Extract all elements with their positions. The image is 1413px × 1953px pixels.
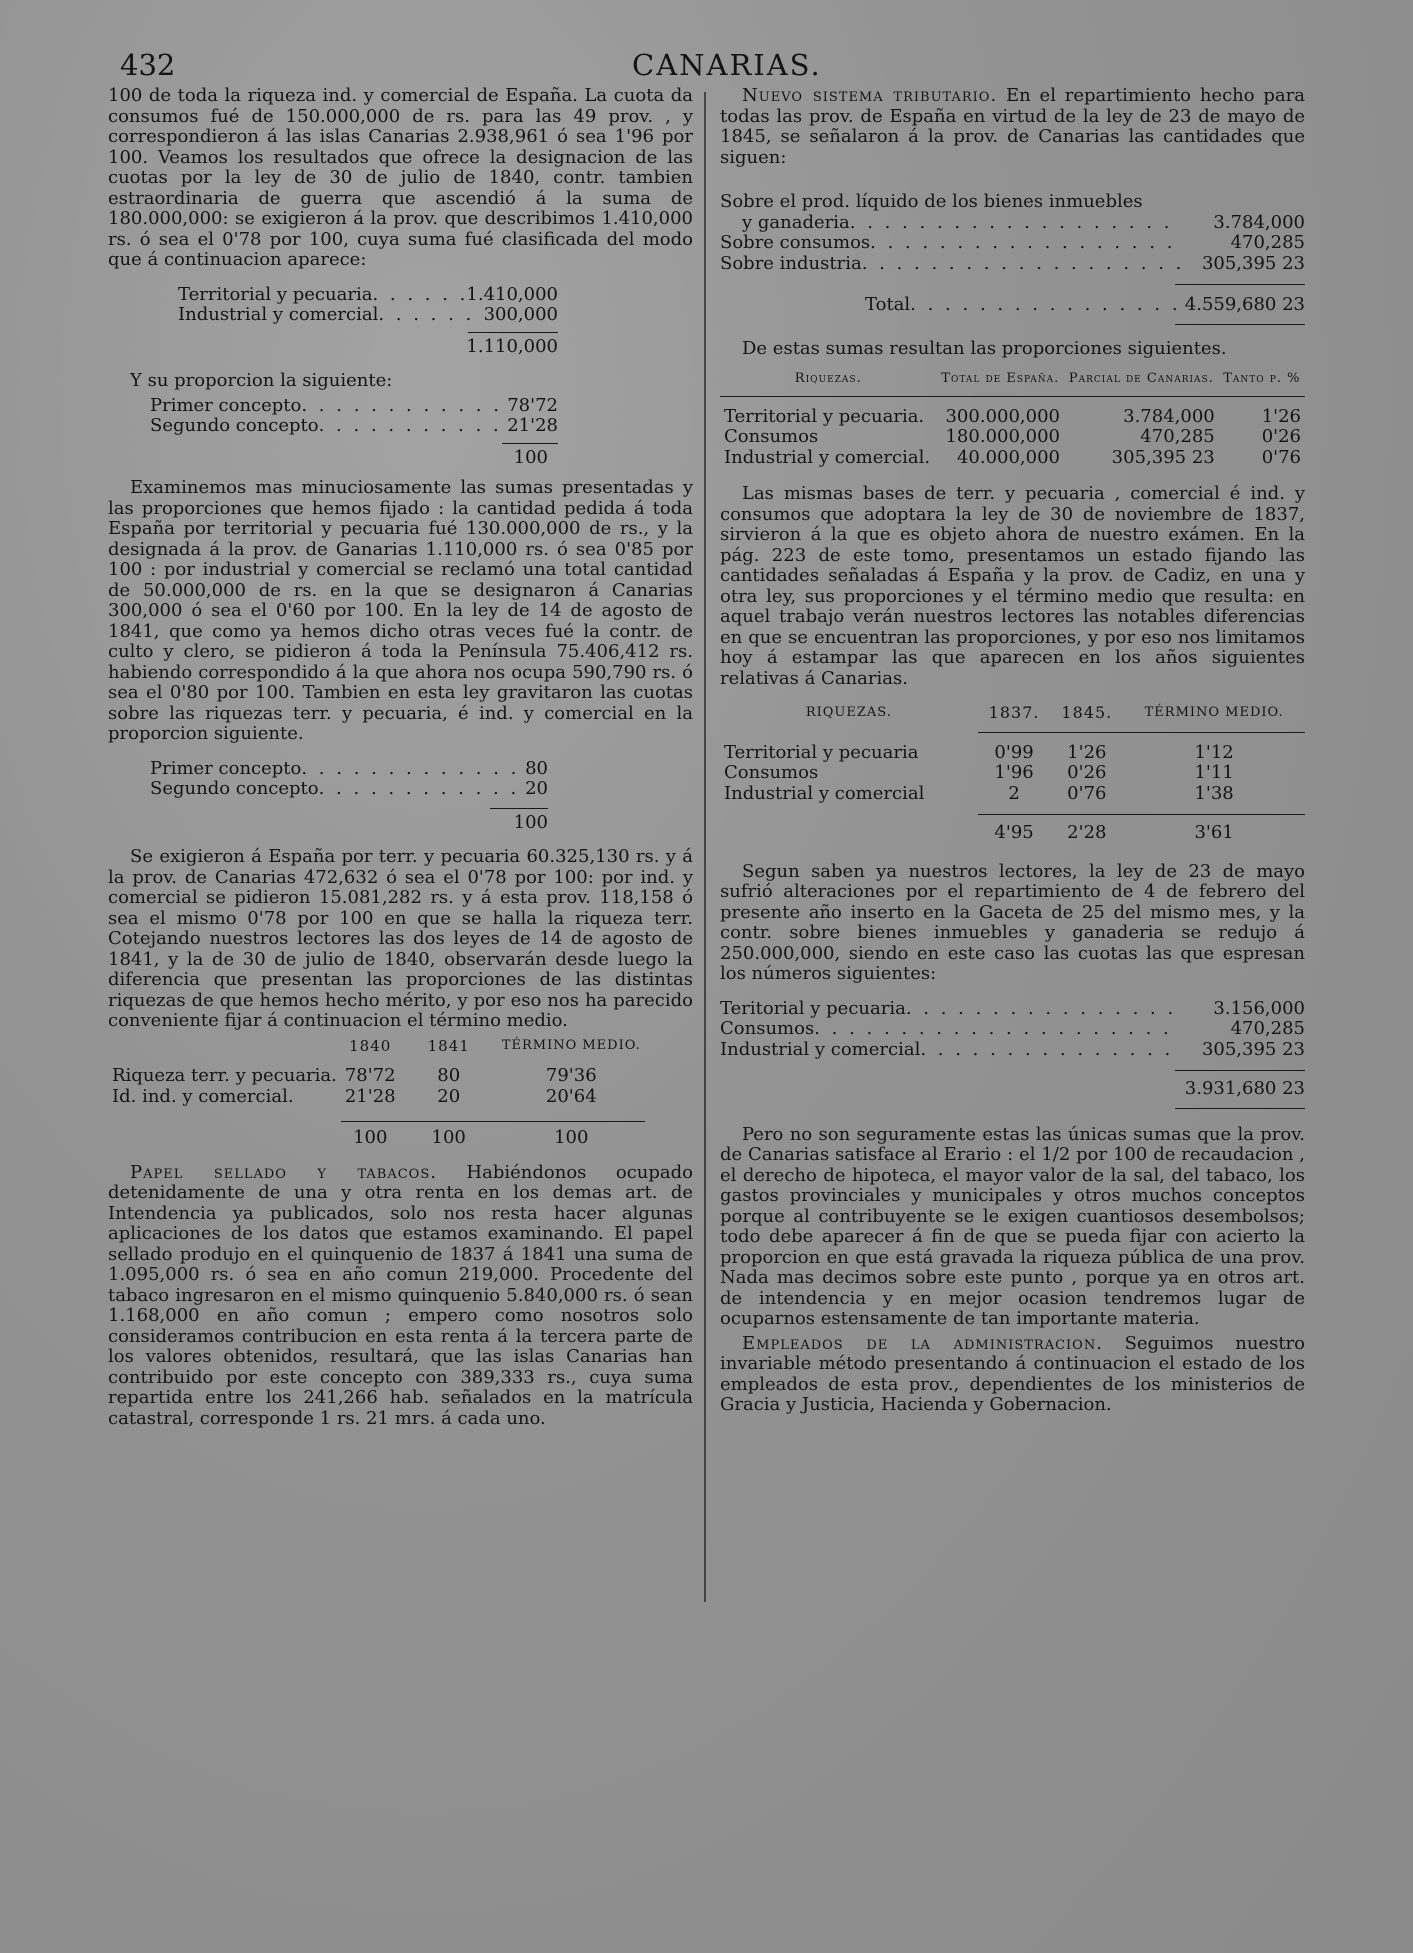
paragraph: 100 de toda la riqueza ind. y comercial de España. La cuota da consumos fué de 150.000,000 de rs. para las 49 prov. , y correspondieron á las islas Canarias 2.938,961 ó sea 1'96 por 100. Veamos los resultados que ofrece la designacion de las cuotas por la ley de 30 de julio de 1840, contr. tambien estraordinaria de guerra que ascendió á la suma de 180.000,000: se exigieron á la prov. que describimos 1.410,000 rs. ó sea el 0'78 por 100, cuya suma fué clasificada del modo que á continuacion aparece: <box>108 85 693 270</box>
table-row: Territorial y pecuaria. 300.000,000 3.784,000 1'26 <box>724 405 1301 427</box>
ledger-table <box>178 285 558 358</box>
proportion-table: Riquezas. Total de España. Parcial de Canarias. Tanto p. % Territorial y pecuaria. 300.000,000 3.784,000 1'26 Consumos 180.000,000 470,285 0'26 Industrial y comercial. 40.000,000 305,395 23 0'76 <box>720 369 1305 468</box>
ledger-total: 100 <box>513 811 548 833</box>
ledger-row: Primer concepto . . . 78'72 <box>150 396 558 417</box>
ledger-table: Sobre el prod. líquido de los bienes inmuebles y ganaderia . . . 3.784,000 Sobre consumos . . . 470,285 Sobre industria . . . 305,395 23 Total . . . 4.559,680 23 <box>720 192 1305 325</box>
table-row: Consumos 180.000,000 470,285 0'26 <box>724 426 1301 447</box>
ledger-total-row: Total . . . 4.559,680 23 <box>720 295 1305 316</box>
table-row: Industrial y comercial. 40.000,000 305,395 23 0'76 <box>724 446 1301 468</box>
ledger-row: Territorial y pecuaria . . . 1.410,000 <box>178 285 558 306</box>
comparison-table: RIQUEZAS. 1837. 1845. TÉRMINO MEDIO. Territorial y pecuaria 0'99 1'26 1'12 Consumos 1'96 0'26 1'11 Industrial y comercial 2 0'76 1'38 4'95 2'28 3'61 <box>720 703 1305 844</box>
right-column <box>720 86 1305 1420</box>
ledger-row: Industrial y comercial . . . 305,395 23 <box>720 1040 1305 1061</box>
table-row: Riqueza terr. y pecuaria. 78'72 80 79'36 <box>112 1065 597 1086</box>
ledger-row: Sobre industria . . . 305,395 23 <box>720 254 1305 275</box>
ledger-row: Consumos . . . 470,285 <box>720 1019 1305 1040</box>
sum-rule <box>502 443 558 444</box>
ledger-row: Teritorial y pecuaria . . . 3.156,000 <box>720 999 1305 1020</box>
ledger-row: Primer concepto . . . 80 <box>150 759 548 780</box>
paragraph: Se exigieron á España por terr. y pecuaria 60.325,130 rs. y á la prov. de Canarias 472,632 ó sea el 0'78 por 100: por ind. y comercial se pidieron 15.081,282 rs. y á esta prov. 118,158 ó sea el mismo 0'78 por 100 en que se halla la riqueza terr. Cotejando nuestros lectores las dos leyes de 14 de agosto de 1841, y la de 30 de julio de 1840, observarán desde luego la diferencia que presentan las proporciones de las distintas riquezas de que hemos hecho mérito, y por eso nos ha parecido conveniente fijar á continuacion el término medio. <box>108 846 693 1031</box>
paragraph: De estas sumas resultan las proporciones siguientes. <box>742 337 1227 359</box>
column-divider <box>704 92 706 1602</box>
ledger-table <box>720 999 1305 1109</box>
average-table: 1840 1841 TÉRMINO MEDIO. Riqueza terr. y pecuaria. 78'72 80 79'36 Id. ind. y comercial. 21'28 20 20'64 100 100 100 <box>108 1036 645 1149</box>
sum-rule <box>1175 284 1305 285</box>
ledger-row: Segundo concepto . . . 21'28 <box>150 416 558 437</box>
page-number: 432 <box>120 48 176 82</box>
table-totals: 100 100 100 <box>108 1122 645 1149</box>
running-head: CANARIAS. <box>632 48 822 82</box>
ledger-row: y ganaderia . . . 3.784,000 <box>720 213 1305 234</box>
ledger-total: 3.931,680 23 <box>1184 1078 1305 1099</box>
paragraph: Examinemos mas minuciosamente las sumas presentadas y las proporciones que hemos fijado : la cantidad pedida á toda España por territorial y pecuaria fué 130.000,000 de rs., y la designada á la prov. de Ganarias 1.110,000 rs. ó sea 0'85 por 100 : por industrial y comercial se reclamó una total cantidad de 50.000,000 de rs. en la que se designaron á Canarias 300,000 ó sea el 0'60 por 100. En la ley de 14 de agosto de 1841, que como ya hemos dicho otras veces fué la contr. de culto y clero, se pidieron á toda la Península 75.406,412 rs. habiendo correspondido á la que ahora nos ocupa 590,790 rs. ó sea el 0'80 por 100. Tambien en esta ley gravitaron las cuotas sobre las riquezas terr. y pecuaria, é ind. y comercial en la proporcion siguiente. <box>108 477 693 744</box>
ledger-row: Sobre consumos . . . 470,285 <box>720 233 1305 254</box>
sum-rule <box>490 808 548 809</box>
paragraph: Las mismas bases de terr. y pecuaria , comercial é ind. y consumos que adoptara la ley de 30 de noviembre de 1837, sirvieron á la que es objeto ahora de nuestro exámen. En la pág. 223 de este tomo, presentamos un estado fijando las cantidades señaladas á España y la prov. de Cadiz, en una y otra ley, sus proporciones y el término medio que resulta: en aquel trabajo verán nuestros lectores las notables diferencias en que se encuentran las proporciones, y por eso nos limitamos hoy á estampar las que aparecen en los años siguientes relativas á Canarias. <box>720 483 1305 689</box>
table-row: Consumos 1'96 0'26 1'11 <box>724 762 1234 783</box>
ledger-row: Segundo concepto . . . 20 <box>150 779 548 800</box>
paragraph: Segun saben ya nuestros lectores, la ley de 23 de mayo sufrió alteraciones por el repartimiento de 4 de febrero del presente año inserto en la Gaceta de 25 del mismo mes, y la contr. sobre bienes inmuebles y ganaderia se redujo á 250.000,000, siendo en este caso las cuotas las que espresan los números siguientes: <box>720 860 1305 984</box>
ledger-total: 100 <box>513 446 548 468</box>
page-header <box>0 48 1413 88</box>
sum-rule <box>1175 1108 1305 1109</box>
ledger-total: 1.110,000 <box>466 335 558 357</box>
paragraph: Y su proporcion la siguiente: <box>130 370 393 391</box>
sum-rule <box>1175 324 1305 325</box>
sum-rule <box>1175 1070 1305 1071</box>
left-column <box>108 86 693 1433</box>
paragraph: Empleados de la administracion. Seguimos nuestro invariable método presentando á continuacion el estado de los empleados de esta prov., dependientes de los ministerios de Gracia y Justicia, Hacienda y Gobernacion. <box>720 1332 1305 1415</box>
paragraph: Papel sellado y tabacos. Habiéndonos ocupado detenidamente de una y otra renta en los demas art. de Intendencia ya publicados, solo nos resta hacer algunas aplicaciones de los datos que estamos examinando. El papel sellado produjo en el quinquenio de 1837 á 1841 una suma de 1.095,000 rs. ó sea en año comun 219,000. Procedente del tabaco ingresaron en el mismo quinquenio 5.840,000 rs. ó sean 1.168,000 en año comun ; empero como nosotros solo consideramos contribucion en esta renta á la tercera parte de los valores obtenidos, resultará, que las islas Canarias han contribuido por este concepto con 389,333 rs., cuya suma repartida entre los 241,266 hab. señalados en la matrícula catastral, corresponde 1 rs. 21 mrs. á cada uno. <box>108 1161 693 1429</box>
sum-rule <box>468 332 558 333</box>
table-row: Id. ind. y comercial. 21'28 20 20'64 <box>112 1085 597 1107</box>
table-row: Territorial y pecuaria 0'99 1'26 1'12 <box>724 741 1234 763</box>
paragraph: Nuevo sistema tributario. En el repartimiento hecho para todas las prov. de España en virtud de la ley de 23 de mayo de 1845, se señalaron á la prov. de Canarias las cantidades que siguen: <box>720 85 1305 168</box>
table-row: Industrial y comercial 2 0'76 1'38 <box>724 782 1234 804</box>
ledger-row: Industrial y comercial . . . 300,000 <box>178 305 558 326</box>
proportion-table <box>150 759 548 834</box>
table-totals: 4'95 2'28 3'61 <box>720 815 1305 844</box>
proportion-table <box>150 396 558 469</box>
paragraph: Pero no son seguramente estas las únicas sumas que la prov. de Canarias satisface al Erario : el 1/2 por 100 de recaudacion , el derecho de hipoteca, el mayor valor de la sal, del tabaco, los gastos provinciales y municipales y otros muchos conceptos porque al contribuyente se le exigen cuantiosos desembolsos; todo debe aparecer á fin de que se pueda fijar con acierto la proporcion en que está gravada la riqueza pública de una prov. Nada mas decimos sobre este punto , porque ya en otros art. de intendencia y en mejor ocasion tendremos lugar de ocuparnos estensamente de tan importante materia. <box>720 1123 1305 1329</box>
